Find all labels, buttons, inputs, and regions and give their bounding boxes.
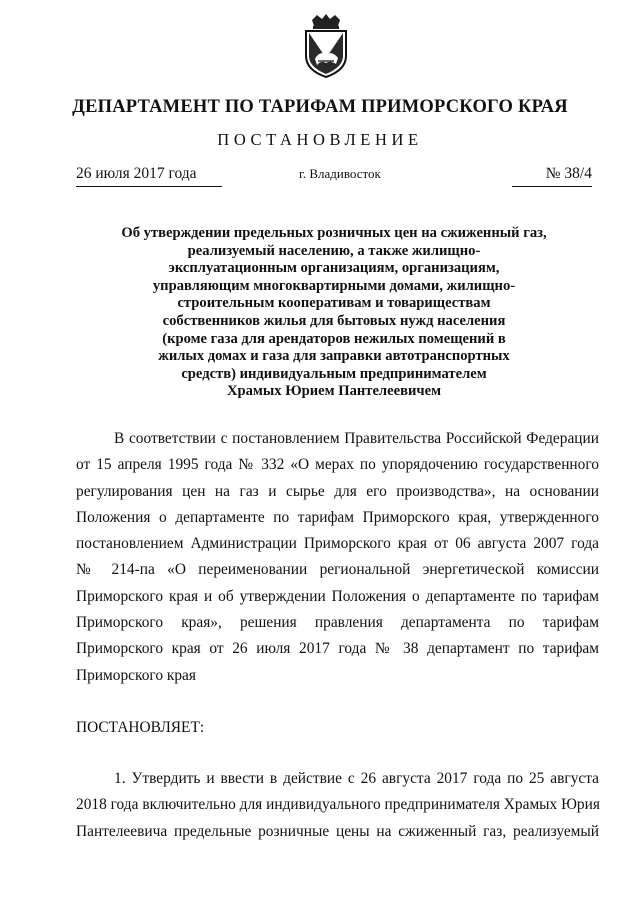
subject-line: строительным кооперативам и товариществам: [177, 295, 491, 312]
item-1-line: 1. Утвердить и ввести в действие с 26 августа 2017 года по 25 августа: [114, 770, 599, 787]
coat-of-arms-icon: [303, 14, 349, 78]
document-subject: [108, 225, 560, 401]
subject-line: Об утверждении предельных розничных цен на сжиженный газ,: [121, 225, 547, 241]
subject-line: средств) индивидуальным предпринимателем: [181, 365, 487, 382]
subject-line: управляющим многоквартирными домами, жилищно-: [152, 277, 516, 294]
document-type: ПОСТАНОВЛЕНИЕ: [217, 130, 423, 149]
preamble-line: Приморского края и об утверждении Положения о департаменте по тарифам: [76, 587, 599, 605]
preamble-line: Положения о департаменте по тарифам Приморского края, утвержденного: [76, 508, 599, 526]
item-1-line: Пантелеевича предельные розничные цены на сжиженный газ, реализуемый: [76, 822, 599, 840]
preamble-line: регулирования цен на газ и сырье для его производства», на основании: [76, 482, 599, 500]
preamble-line: В соответствии с постановлением Правительства Российской Федерации: [114, 430, 599, 447]
document-number: № 38/4: [512, 165, 592, 187]
preamble-line: Приморского края», решения правления департамента по тарифам: [76, 614, 599, 632]
preamble-line: постановлением Администрации Приморского края от 06 августа 2007 года: [76, 535, 599, 553]
preamble-line: № 214-па «О переименовании региональной энергетической комиссии: [76, 561, 599, 579]
preamble-paragraph: [76, 426, 599, 689]
item-1-line: 2018 года включительно для индивидуального предпринимателя Храмых Юрия: [76, 796, 600, 814]
subject-line: (кроме газа для арендаторов нежилых помещений в: [162, 330, 506, 347]
subject-line: собственников жилья для бытовых нужд населения: [162, 312, 506, 329]
document-date: 26 июля 2017 года: [76, 165, 222, 187]
preamble-line: от 15 апреля 1995 года № 332 «О мерах по упорядочению государственного: [76, 456, 599, 474]
preamble-line: Приморского края: [76, 666, 196, 684]
subject-line: реализуемый населению, а также жилищно-: [187, 242, 481, 259]
resolves-heading: ПОСТАНОВЛЯЕТ:: [76, 719, 205, 736]
preamble-line: Приморского края от 26 июля 2017 года № 38 департамент по тарифам: [76, 640, 599, 658]
document-city: г. Владивосток: [299, 166, 381, 181]
item-1-paragraph: [76, 766, 599, 845]
subject-line: Храмых Юрием Пантелеевичем: [226, 383, 442, 400]
subject-line: эксплуатационным организациям, организациям,: [168, 260, 500, 277]
subject-line: жилых домах и газа для заправки автотранспортных: [158, 348, 510, 365]
department-title: ДЕПАРТАМЕНТ ПО ТАРИФАМ ПРИМОРСКОГО КРАЯ: [72, 97, 568, 117]
